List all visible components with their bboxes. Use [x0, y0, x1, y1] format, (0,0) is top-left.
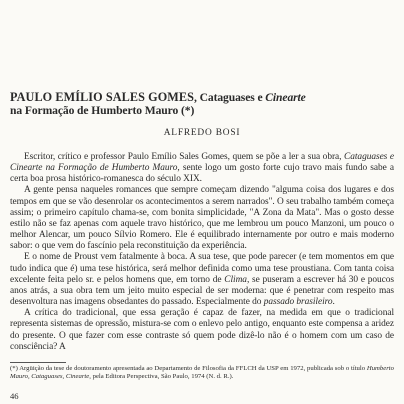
italic-run: Cataguases e Cinearte na Formação de Humberto Mauro	[10, 152, 394, 174]
paragraph-2	[10, 185, 394, 252]
page-number: 46	[10, 391, 19, 401]
title-footnote-mark: (*)	[178, 104, 195, 117]
paragraph-4	[10, 308, 394, 353]
text-run: Escritor, crítico e professor Paulo Emílio Sales Gomes, quem se põe a ler a sua obra,	[24, 152, 345, 162]
text-run: , sente logo um gosto forte cujo travo mais fundo sabe a certa boa prosa histórico-romanesca do século XIX.	[10, 163, 394, 185]
article-body	[10, 152, 394, 353]
title-part: , Cataguases e	[194, 91, 266, 104]
article-title	[10, 91, 398, 117]
title-italic: Cinearte	[265, 91, 306, 104]
text-run: A gente pensa naqueles romances que sempre começam dizendo "alguma coisa dos lugares e dos tempos em que se vão desenrolar os acontecimentos a serem narrados". O seu trabalho também começa assim; o primeiro capítulo chama-se, com bonita simplicidade, "A Zona da Mata". Mas o gosto desse estilo não se faz apenas com aquele travo histórico, que me lembrou um pouco Manzoni, um pouco o melhor Alencar, um pouco Sílvio Romero. Ele é equilibrado internamente por outro e mais moderno sabor: o que vem do fascínio pela reconstituição da experiência.	[10, 185, 394, 252]
title-name: PAULO EMÍLIO SALES GOMES	[10, 90, 195, 104]
italic-run: Clima	[224, 274, 247, 285]
author-name: ALFREDO BOSI	[163, 128, 241, 138]
text-run: (*) Argüição da tese de doutoramento apresentada ao Departamento de Filosofia da FFLCH da USP em 1972, publicada sob o título	[10, 365, 367, 372]
text-run: A crítica do tradicional, que essa geração é capaz de fazer, na medida em que o tradicional representa sistemas de opressão, mistura-se com o enlevo pelo antigo, enquanto este compensa a aridez do presente. O que fazer com esse contraste só quem pode dizê-lo não é o homem com um caso de consciência? A	[10, 308, 394, 352]
footnote-divider	[10, 362, 66, 363]
title-subline: na Formação de Humberto Mauro	[10, 104, 179, 117]
text-run: .	[332, 297, 335, 308]
italic-run: passado brasileiro	[263, 297, 333, 308]
paragraph-3	[10, 252, 394, 308]
italic-run: Humberto Mauro, Cataguases, Cinearte	[10, 365, 394, 381]
paragraph-1	[10, 152, 394, 185]
text-run: E o nome de Proust vem fatalmente à boca. A sua tese, que pode parecer (e tem momentos em que tudo indica que é) uma tese histórica, será melhor definida como uma tese proustiana. Com tanta coisa excelente feita pelo sr. e pelos homens que, em torno de	[10, 252, 394, 285]
text-run: , se puseram a escrever há 30 e poucos anos atrás, a sua obra tem um jeito muito especial de ser moderna: que é penetrar com respeito mas desenvoltura nas imagens obsedantes do passado. Especialmente do	[10, 274, 394, 308]
text-run: , pela Editora Perspectiva, São Paulo, 1974 (N. d. R.).	[89, 373, 234, 381]
footnote	[10, 365, 394, 381]
